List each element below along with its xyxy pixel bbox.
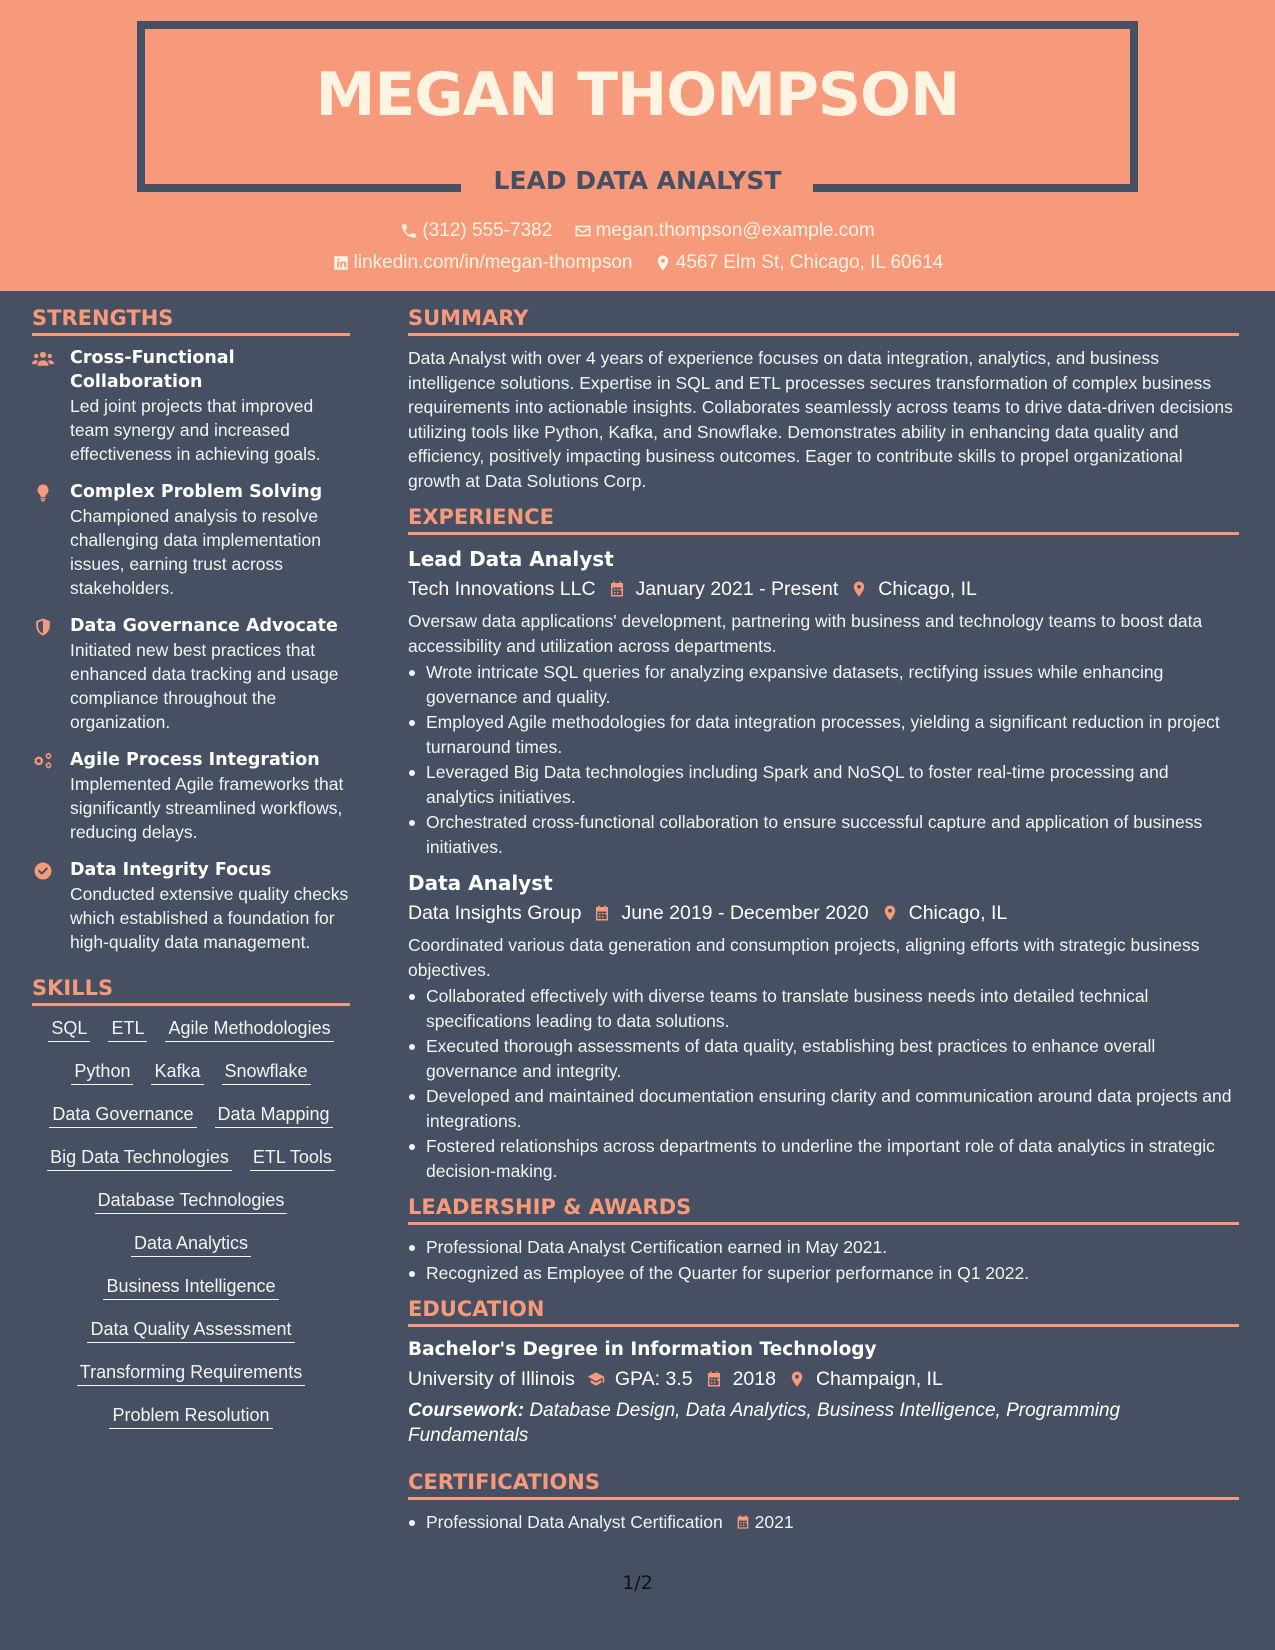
contact-email[interactable] [574,220,875,242]
job-entry [408,869,1239,1183]
strength-desc: Conducted extensive quality checks which established a foundation for high-quality data management. [70,884,349,952]
skill-tag: Business Intelligence [103,1274,278,1300]
job-desc: Oversaw data applications' development, partnering with business and technology teams to boost data accessibility and utilization across departments. [408,611,1203,656]
calendar-icon [705,1370,723,1388]
summary-heading: SUMMARY [408,306,1239,336]
phone-icon [400,222,418,240]
gpa-text: GPA: 3.5 [614,1368,693,1390]
education-meta [408,1363,1239,1395]
coursework-text: Database Design, Data Analytics, Business Intelligence, Programming Fundamentals [408,1400,1121,1446]
gears-icon [32,751,54,771]
strength-title: Agile Process Integration [70,750,320,770]
job-role: Data Analyst [408,871,553,895]
candidate-title: LEAD DATA ANALYST [493,166,782,195]
skill-tag: Data Quality Assessment [87,1317,294,1343]
list-item: Executed thorough assessments of data quality, establishing best practices to enhance overall governance and integrity. [408,1034,1239,1083]
skill-tag: Data Governance [49,1102,196,1128]
job-company: Tech Innovations LLC [408,578,596,600]
map-pin-icon [788,1370,806,1388]
skills-heading: SKILLS [32,976,350,1006]
skill-tag: ETL Tools [250,1145,335,1171]
job-location: Chicago, IL [908,902,1008,924]
contact-phone[interactable] [400,220,552,242]
skill-tag: ETL [108,1016,147,1042]
education-heading: EDUCATION [408,1297,1239,1327]
skills-list [32,1016,350,1429]
address-text: 4567 Elm St, Chicago, IL 60614 [675,252,944,273]
check-circle-icon [32,861,54,881]
strength-title: Complex Problem Solving [70,482,323,502]
job-bullets [408,984,1239,1183]
list-item: Fostered relationships across departments to underline the important role of data analytics in strategic decision-making. [408,1134,1239,1183]
skill-tag: Kafka [151,1059,203,1085]
job-dates: January 2021 - Present [635,578,839,600]
school-name: University of Illinois [408,1368,575,1390]
strengths-heading: STRENGTHS [32,306,350,336]
strength-title: Data Governance Advocate [70,616,338,636]
strength-item [32,748,350,844]
strength-desc: Implemented Agile frameworks that significantly streamlined workflows, reducing delays. [70,774,344,842]
skill-tag: Problem Resolution [109,1403,272,1429]
resume-header [0,0,1275,291]
map-pin-icon [881,904,899,922]
calendar-icon [593,904,611,922]
list-item: Wrote intricate SQL queries for analyzing expansive datasets, rectifying issues while enhancing governance and quality. [408,660,1239,709]
skill-tag: Data Analytics [131,1231,251,1257]
school-location: Champaign, IL [815,1368,943,1390]
job-company: Data Insights Group [408,902,582,924]
list-item: Professional Data Analyst Certification earned in May 2021. [408,1235,1239,1260]
list-item: Orchestrated cross-functional collaboration to ensure successful capture and application of business initiatives. [408,810,1239,859]
list-item: Recognized as Employee of the Quarter for superior performance in Q1 2022. [408,1261,1239,1286]
map-pin-icon [850,580,868,598]
left-column [32,306,350,1446]
skill-tag: Snowflake [222,1059,311,1085]
calendar-icon [608,580,626,598]
contact-row-1 [0,220,1275,246]
job-meta [408,897,1239,929]
strength-desc: Initiated new best practices that enhanced data tracking and usage compliance throughout the organization. [70,640,339,732]
skill-tag: Data Mapping [215,1102,333,1128]
cert-name: Professional Data Analyst Certification [426,1512,723,1532]
contact-address [654,252,944,274]
strength-item [32,614,350,734]
list-item: Employed Agile methodologies for data integration processes, yielding a significant reduction in project turnaround times. [408,710,1239,759]
phone-text: (312) 555-7382 [422,220,553,241]
list-item [408,1510,1239,1535]
shield-icon [32,617,54,637]
job-entry [408,545,1239,859]
leadership-heading: LEADERSHIP & AWARDS [408,1195,1239,1225]
strength-item [32,480,350,600]
graduation-cap-icon [587,1370,605,1388]
lightbulb-icon [32,483,54,503]
certifications-list [408,1510,1239,1535]
list-item: Leveraged Big Data technologies including Spark and NoSQL to foster real-time processing and analytics initiatives. [408,760,1239,809]
skill-tag: Database Technologies [95,1188,288,1214]
strength-title: Data Integrity Focus [70,860,272,880]
users-icon [32,349,54,369]
certifications-section [408,1470,1239,1535]
degree-title: Bachelor's Degree in Information Technology [408,1339,877,1360]
job-location: Chicago, IL [878,578,977,600]
job-desc: Coordinated various data generation and consumption projects, aligning efforts with strategic business objectives. [408,935,1200,980]
leadership-list [408,1235,1239,1285]
strength-item [32,346,350,466]
skill-tag: Transforming Requirements [77,1360,305,1386]
right-column [408,306,1239,1547]
coursework-label: Coursework: [408,1400,525,1421]
email-text: megan.thompson@example.com [595,220,875,241]
list-item: Developed and maintained documentation ensuring clarity and communication around data projects and integrations. [408,1084,1239,1133]
candidate-name: MEGAN THOMPSON [315,60,960,130]
list-item: Collaborated effectively with diverse teams to translate business needs into detailed technical specifications leading to data solutions. [408,984,1239,1033]
skill-tag: SQL [48,1016,90,1042]
job-dates: June 2019 - December 2020 [621,902,869,924]
linkedin-icon [332,254,350,272]
strength-item [32,858,350,954]
summary-text: Data Analyst with over 4 years of experience focuses on data integration, analytics, and business intelligence solutions. Expertise in SQL and ETL processes secures transformation of complex business requirements into actionable insights. Collaborates seamlessly across teams to drive data-driven decisions utilizing tools like Python, Kafka, and Snowflake. Demonstrates ability in enhancing data quality and efficiency, positively impacting business outcomes. Eager to contribute skills to propel organizational growth at Data Solutions Corp. [408,348,1233,491]
grad-year: 2018 [732,1368,776,1390]
cert-year: 2021 [754,1512,794,1532]
linkedin-text: linkedin.com/in/megan-thompson [353,252,633,273]
contact-row-2 [0,252,1275,278]
map-pin-icon [654,254,672,272]
skill-tag: Python [71,1059,133,1085]
experience-section [408,505,1239,1183]
skill-tag: Big Data Technologies [47,1145,232,1171]
certifications-heading: CERTIFICATIONS [408,1470,1239,1500]
strength-desc: Led joint projects that improved team synergy and increased effectiveness in achieving goals. [70,396,321,464]
summary-section [408,306,1239,493]
education-section [408,1297,1239,1448]
strength-desc: Championed analysis to resolve challenging data implementation issues, earning trust across stakeholders. [70,506,321,598]
job-meta [408,573,1239,605]
page-number: 1/2 [622,1572,653,1594]
skill-tag: Agile Methodologies [165,1016,333,1042]
experience-heading: EXPERIENCE [408,505,1239,535]
leadership-section [408,1195,1239,1285]
job-bullets [408,660,1239,859]
envelope-icon [574,222,592,240]
job-role: Lead Data Analyst [408,547,614,571]
strength-title: Cross-Functional Collaboration [70,348,235,392]
coursework [408,1399,1239,1448]
contact-linkedin[interactable] [332,252,633,274]
calendar-icon [735,1514,751,1530]
